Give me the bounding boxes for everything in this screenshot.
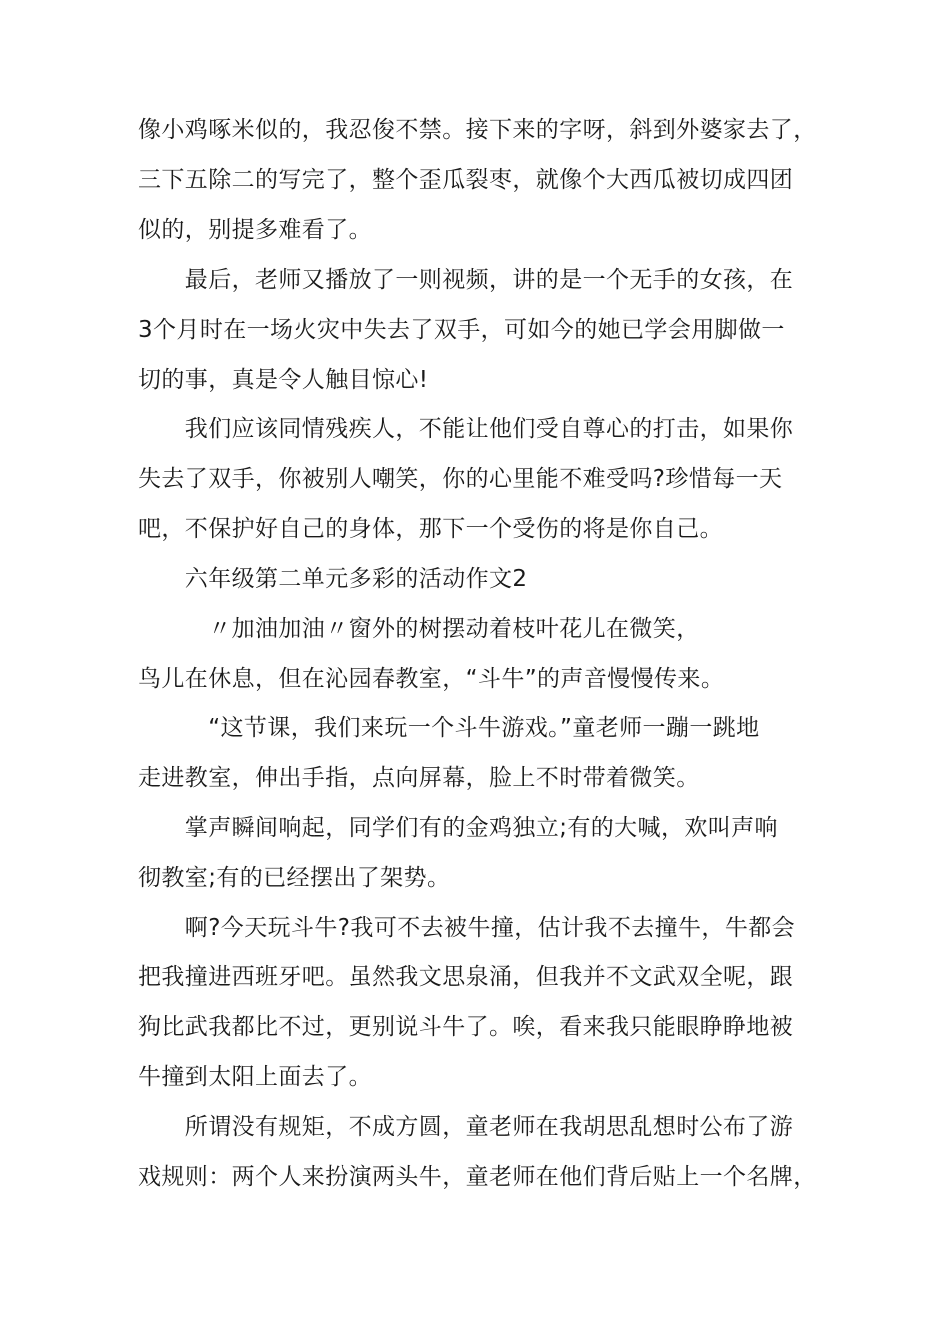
- text-line: 戏规则：两个人来扮演两头牛，童老师在他们背后贴上一个名牌，: [138, 1164, 817, 1190]
- text-line: 啊?今天玩斗牛?我可不去被牛撞，估计我不去撞牛，牛都会: [138, 915, 796, 941]
- text-line: 〃加油加油〃窗外的树摆动着枝叶花儿在微笑，: [138, 616, 700, 642]
- text-line: 我们应该同情残疾人，不能让他们受自尊心的打击，如果你: [138, 416, 794, 442]
- text-line: 3个月时在一场火灾中失去了双手，可如今的她已学会用脚做一: [138, 317, 785, 343]
- text-line: 像小鸡啄米似的，我忍俊不禁。接下来的字呀，斜到外婆家去了，: [138, 117, 817, 143]
- text-line: 所谓没有规矩，不成方圆，童老师在我胡思乱想时公布了游: [138, 1114, 794, 1140]
- text-line: 走进教室，伸出手指，点向屏幕，脸上不时带着微笑。: [138, 765, 700, 791]
- text-line: 失去了双手，你被别人嘲笑，你的心里能不难受吗?珍惜每一天: [138, 466, 783, 492]
- text-line: 三下五除二的写完了，整个歪瓜裂枣，就像个大西瓜被切成四团: [138, 167, 794, 193]
- text-line: 彻教室;有的已经摆出了架势。: [138, 865, 451, 891]
- text-line: 掌声瞬间响起，同学们有的金鸡独立;有的大喊，欢叫声响: [138, 815, 778, 841]
- text-line: 把我撞进西班牙吧。虽然我文思泉涌，但我并不文武双全呢，跟: [138, 964, 794, 990]
- text-line: 最后，老师又播放了一则视频，讲的是一个无手的女孩，在: [138, 267, 794, 293]
- section-heading: 六年级第二单元多彩的活动作文2: [138, 566, 528, 592]
- text-line: “这节课，我们来玩一个斗牛游戏。”童老师一蹦一跳地: [138, 715, 760, 741]
- text-line: 牛撞到太阳上面去了。: [138, 1064, 372, 1090]
- text-line: 似的，别提多难看了。: [138, 217, 372, 243]
- text-line: 吧，不保护好自己的身体，那下一个受伤的将是你自己。: [138, 516, 723, 542]
- text-line: 切的事，真是令人触目惊心!: [138, 367, 429, 393]
- text-line: 狗比武我都比不过，更别说斗牛了。唉，看来我只能眼睁睁地被: [138, 1014, 794, 1040]
- text-line: 鸟儿在休息，但在沁园春教室，“斗牛”的声音慢慢传来。: [138, 666, 725, 692]
